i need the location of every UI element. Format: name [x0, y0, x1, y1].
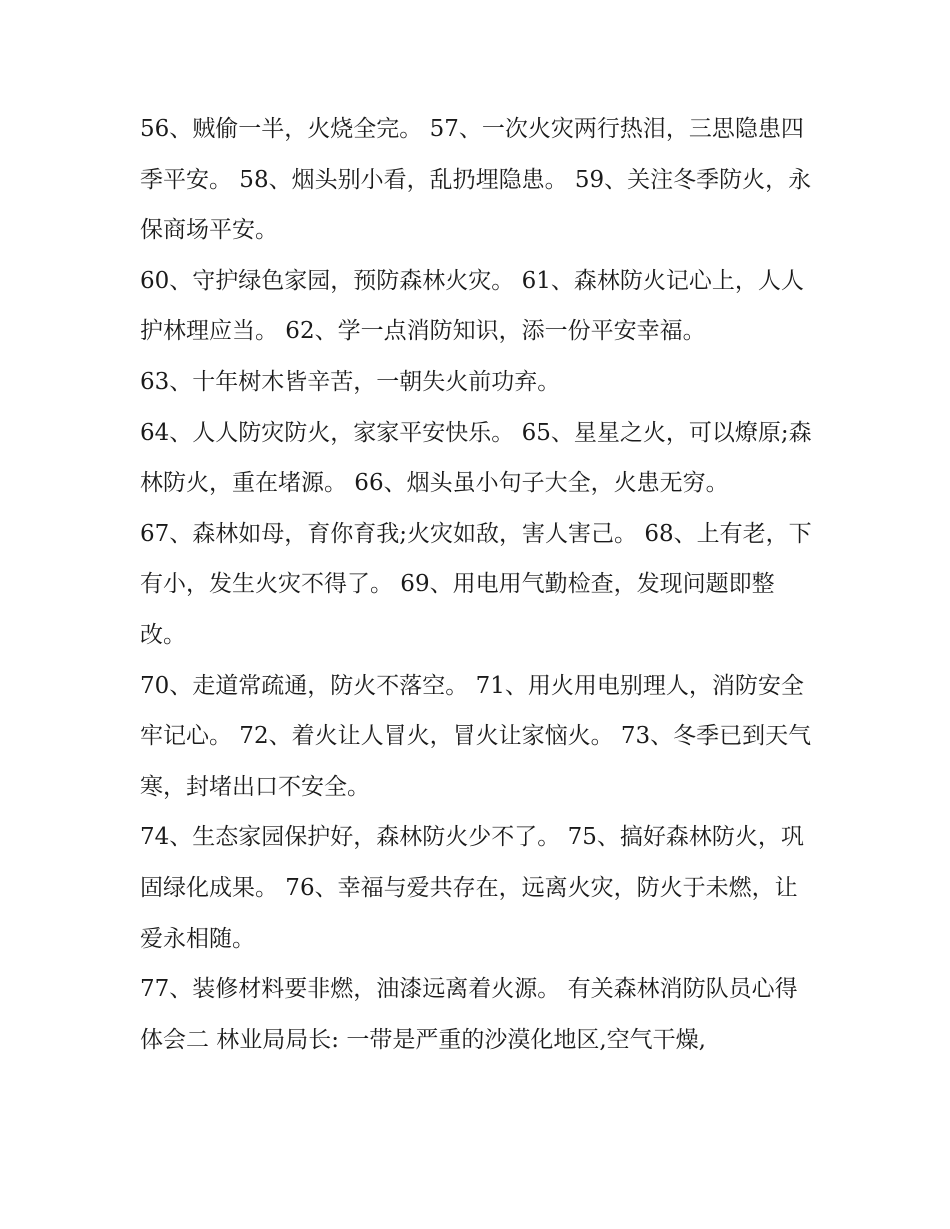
paragraph-64-66: 64、人人防灾防火，家家平安快乐。 65、星星之火，可以燎原;森林防火，重在堵源。 66、烟头虽小句子大全，火患无穷。 — [140, 419, 812, 497]
paragraph-77-heading: 77、装修材料要非燃，油漆远离着火源。 有关森林消防队员心得体会二 林业局局长: 一带是严重的沙漠化地区,空气干燥, — [140, 976, 798, 1053]
paragraph-60-62: 60、守护绿色家园，预防森林火灾。 61、森林防火记心上，人人护林理应当。 62、学一点消防知识，添一份平安幸福。 — [140, 267, 804, 345]
paragraph-63: 63、十年树木皆辛苦，一朝失火前功弃。 — [140, 368, 561, 395]
paragraph-70-73: 70、走道常疏通，防火不落空。 71、用火用电别理人，消防安全牢记心。 72、着火让人冒火，冒火让家恼火。 73、冬季已到天气寒，封堵出口不安全。 — [140, 672, 812, 800]
paragraph-56-59: 56、贼偷一半，火烧全完。 57、一次火灾两行热泪，三思隐患四季平安。 58、烟头别小看，乱扔埋隐患。 59、关注冬季防火，永保商场平安。 — [140, 116, 812, 244]
paragraph-67-69: 67、森林如母，育你育我;火灾如敌，害人害己。 68、上有老，下有小，发生火灾不得了。 69、用电用气勤检查，发现问题即整改。 — [140, 520, 812, 648]
document-body — [140, 104, 812, 1065]
paragraph-74-76: 74、生态家园保护好，森林防火少不了。 75、搞好森林防火，巩固绿化成果。 76、幸福与爱共存在，远离火灾，防火于未燃，让爱永相随。 — [140, 824, 804, 952]
